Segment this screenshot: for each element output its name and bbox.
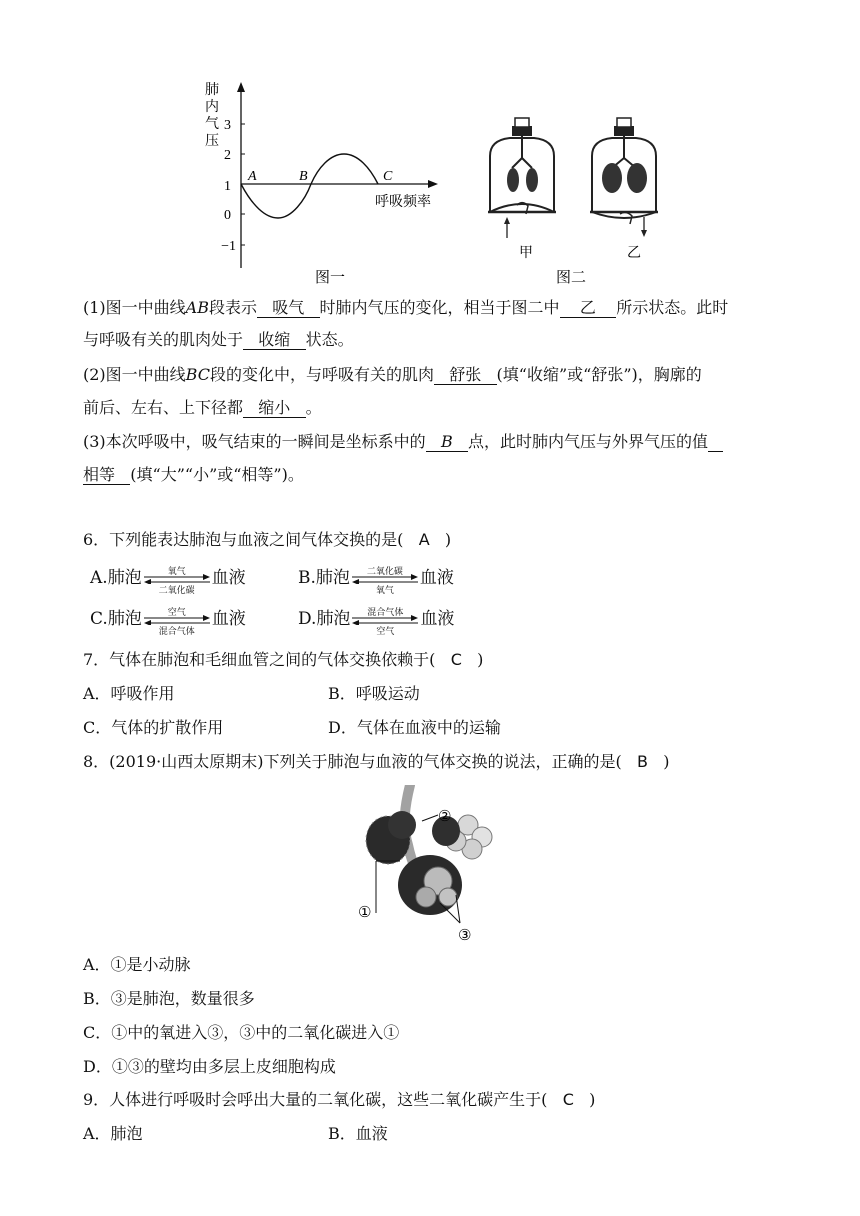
- y-label-char: 压: [205, 133, 219, 149]
- point-a-label: A: [248, 169, 257, 184]
- answer-blank: 吸气: [257, 299, 320, 318]
- q6-option-c: C.肺泡 空气 混合气体 血液: [90, 607, 246, 637]
- text: 所示状态。此时: [616, 298, 729, 317]
- figure-two-caption: 图二: [556, 268, 587, 286]
- answer-letter: A: [418, 530, 430, 549]
- text: 时肺内气压的变化，相当于图二中: [319, 298, 560, 317]
- alveolar-sac-lower: [398, 855, 462, 915]
- pressure-curve: [241, 154, 378, 218]
- y-label-char: 气: [205, 116, 219, 132]
- y-tick-label: 1: [224, 179, 231, 194]
- q5-line-4: [83, 398, 322, 418]
- bell-jar-yi: [590, 118, 658, 261]
- y-label-char: 内: [205, 99, 219, 115]
- y-tick-label: −1: [221, 239, 236, 254]
- text: 点，此时肺内气压与外界气压的值: [467, 432, 708, 451]
- answer-letter: C: [450, 650, 462, 669]
- alveoli-figure: [350, 785, 510, 945]
- point-c-label: C: [383, 169, 393, 184]
- q7-option-d: D．气体在血液中的运输: [328, 718, 501, 737]
- q9-stem: [83, 1090, 595, 1110]
- y-tick-label: 2: [224, 148, 231, 163]
- figure-one-chart: [205, 81, 438, 286]
- q8-option-b: B．③是肺泡，数量很多: [83, 989, 255, 1008]
- text: 8．(2019·山西太原期末)下列关于肺泡与血液的气体交换的说法，正确的是(: [83, 752, 622, 771]
- answer-blank: 相等: [83, 466, 130, 485]
- q8-option-d: D．①③的壁均由多层上皮细胞构成: [83, 1057, 336, 1076]
- q8-option-c: C．①中的氧进入③，③中的二氧化碳进入①: [83, 1023, 400, 1042]
- q6-stem: [83, 530, 451, 550]
- y-tick-label: 3: [224, 118, 231, 133]
- q5-line-5: [83, 432, 723, 452]
- answer-letter: C: [562, 1090, 574, 1109]
- text: ): [444, 530, 452, 549]
- q5-line-6: [83, 465, 304, 485]
- exchange-arrows: 氧气 二氧化碳: [142, 566, 212, 592]
- exchange-arrows: 二氧化碳 氧气: [350, 566, 420, 592]
- figure-two-bell-jars: [488, 118, 658, 286]
- text: 状态。: [305, 330, 354, 349]
- jar-label-yi: 乙: [627, 245, 641, 261]
- q8-stem: [83, 752, 669, 772]
- exchange-arrows: 混合气体 空气: [350, 607, 420, 633]
- text: 。: [305, 398, 322, 417]
- q7-option-b: B．呼吸运动: [328, 684, 420, 703]
- text: (3)本次呼吸中，吸气结束的一瞬间是坐标系中的: [83, 432, 426, 451]
- text: 段表示: [208, 298, 257, 317]
- q7-option-c: C．气体的扩散作用: [83, 718, 224, 737]
- answer-letter: B: [636, 752, 648, 771]
- q7-stem: [83, 650, 483, 670]
- answer-blank: 舒张: [434, 366, 497, 385]
- point-b-label: B: [299, 169, 308, 184]
- q6-option-d: D.肺泡 混合气体 空气 血液: [298, 607, 455, 637]
- text: BC: [185, 365, 210, 384]
- y-tick-label: 0: [224, 208, 231, 223]
- bell-jar-jia: [488, 118, 556, 261]
- q7-option-a: A．呼吸作用: [83, 684, 175, 703]
- x-axis-label: 呼吸频率: [375, 194, 431, 210]
- top-figures: [0, 0, 860, 290]
- answer-blank: [708, 433, 723, 452]
- text: (1)图一中曲线: [83, 298, 186, 317]
- text: (填“大”“小”或“相等”)。: [130, 465, 304, 484]
- text: 7．气体在肺泡和毛细血管之间的气体交换依赖于(: [83, 650, 436, 669]
- text: ): [589, 1090, 596, 1109]
- y-label-char: 肺: [205, 82, 219, 98]
- q6-option-b: B.肺泡 二氧化碳 氧气 血液: [298, 566, 454, 596]
- text: 6．下列能表达肺泡与血液之间气体交换的是(: [83, 530, 404, 549]
- text: 与呼吸有关的肌肉处于: [83, 330, 244, 349]
- figure-one-caption: 图一: [315, 268, 346, 286]
- label-2: ②: [438, 807, 452, 825]
- text: 前后、左右、上下径都: [83, 398, 244, 417]
- label-3: ③: [458, 926, 472, 944]
- q9-option-b: B．血液: [328, 1124, 388, 1143]
- text: (填“收缩”或“舒张”)，胸廓的: [496, 365, 702, 384]
- q5-line-1: [83, 298, 728, 318]
- q5-line-3: [83, 365, 702, 385]
- label-1: ①: [358, 903, 372, 921]
- text: (2)图一中曲线: [83, 365, 186, 384]
- text: 9．人体进行呼吸时会呼出大量的二氧化碳，这些二氧化碳产生于(: [83, 1090, 548, 1109]
- exchange-arrows: 空气 混合气体: [142, 607, 212, 633]
- q9-option-a: A．肺泡: [83, 1124, 143, 1143]
- answer-blank: 乙: [560, 299, 617, 318]
- q5-line-2: [83, 330, 354, 350]
- q6-option-a: A.肺泡 氧气 二氧化碳 血液: [90, 566, 246, 596]
- text: ): [477, 650, 484, 669]
- jar-label-jia: 甲: [519, 245, 533, 261]
- text: 段的变化中，与呼吸有关的肌肉: [209, 365, 434, 384]
- q8-option-a: A．①是小动脉: [83, 955, 191, 974]
- text: ): [663, 752, 670, 771]
- answer-blank: 收缩: [243, 331, 306, 350]
- answer-blank: B: [426, 433, 468, 452]
- answer-blank: 缩小: [243, 399, 306, 418]
- text: AB: [185, 298, 209, 317]
